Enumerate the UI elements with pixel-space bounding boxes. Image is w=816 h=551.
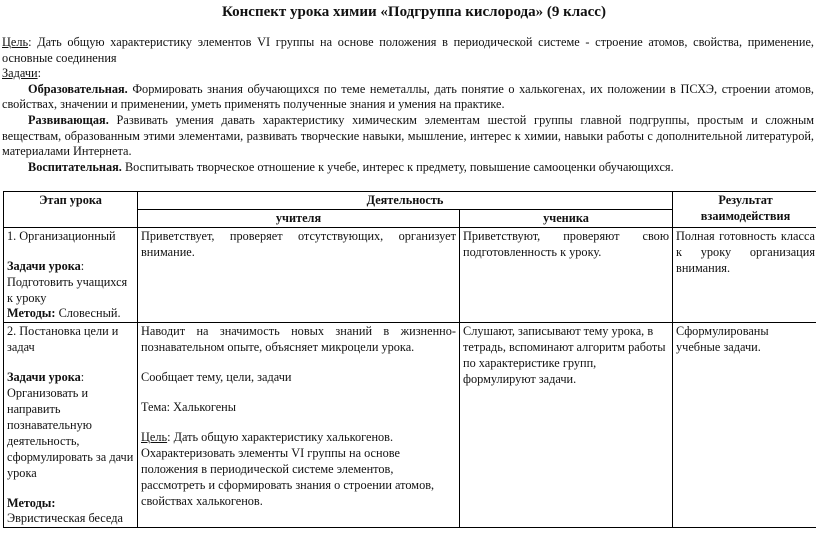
table-row xyxy=(4,227,816,323)
goal-text: : Дать общую характеристику элементов VI группы на основе положения в периодической системе - строение атомов, свойства, применение, основные соединения xyxy=(2,35,814,65)
row1-tasks-text: Подготовить учащихся к уроку xyxy=(7,274,128,305)
row2-teacher-p2: Сообщает тему, цели, задачи xyxy=(141,370,292,385)
task-upbringing-text: Воспитывать творческое отношение к учебе, интерес к предмету, повышение самооценки обучающихся. xyxy=(121,159,674,174)
header-teacher: учителя xyxy=(138,209,460,227)
row1-stage-cell: 1. Организационный Задачи урока: Подготовить учащихся к уроку Методы: Словесный. xyxy=(4,227,138,323)
row1-result: Полная готовность класса к уроку организация внимания. xyxy=(673,227,816,323)
row1-student: Приветствуют, проверяют свою подготовленность к уроку. xyxy=(460,227,673,323)
row2-teacher-p3: Тема: Халькогены xyxy=(141,400,237,415)
header-stage: Этап урока xyxy=(4,192,138,228)
row2-result: Сформулированы учебные задачи. xyxy=(673,323,816,528)
task-educational xyxy=(2,82,814,113)
goal-label: Цель xyxy=(2,35,29,49)
table-row xyxy=(4,323,816,528)
tasks-label: Задачи xyxy=(2,66,38,81)
task-developmental-head: Развивающая. xyxy=(28,112,109,127)
task-developmental xyxy=(2,113,814,160)
header-result: Результат взаимодействия xyxy=(673,192,816,228)
row2-teacher-goal-text: : Дать общую характеристику халькогенов. Охарактеризовать элементы VI группы на основе положения в периодической системе элементов, рассмотреть и сформировать знания о строении атомов, свойствах халькогенов. xyxy=(141,429,435,508)
row2-stage: 2. Постановка цели и задач xyxy=(7,324,119,355)
intro-section xyxy=(2,35,816,175)
row1-teacher: Приветствует, проверяет отсутствующих, организует внимание. xyxy=(138,227,460,323)
task-educational-head: Образовательная. xyxy=(28,81,128,96)
header-activity: Деятельность xyxy=(138,192,673,210)
row1-tasks-label: Задачи урока xyxy=(7,258,81,273)
row2-methods-text: Эвристическая беседа xyxy=(7,511,123,526)
task-upbringing xyxy=(2,160,814,176)
row2-student: Слушают, записывают тему урока, в тетрадь, вспоминают алгоритм работы по характеристике групп, формулируют задачи. xyxy=(460,323,673,528)
header-student: ученика xyxy=(460,209,673,227)
row1-methods-text: Словесный. xyxy=(55,306,121,321)
row2-tasks-label: Задачи урока xyxy=(7,370,81,385)
task-developmental-text: Развивать умения давать характеристику химическим элементам шестой группы главной подгруппы, простым и сложным веществам, образованным этими элементами, развивать творческие навыки, мышление, интерес к химии, навыки работы с дополнительной литературой, материалами Интернета. xyxy=(2,112,814,159)
goal-paragraph xyxy=(2,35,814,66)
row1-stage: 1. Организационный xyxy=(7,228,116,243)
page-title: Конспект урока химии «Подгруппа кислорода» (9 класс) xyxy=(222,4,606,20)
row2-methods-label: Методы: xyxy=(7,495,56,510)
task-educational-text: Формировать знания обучающихся по теме неметаллы, дать понятие о халькогенах, их положении в ПСХЭ, строении атомов, свойствах, значении и применении, уметь применять полученные знания и умения на практике. xyxy=(2,81,814,112)
row2-teacher-p1: Наводит на значимость новых знаний в жизненно-познавательном опыте, объясняет микроцели урока. xyxy=(141,324,456,355)
row2-teacher-cell xyxy=(138,323,460,528)
tasks-heading: Задачи: xyxy=(2,66,42,81)
task-upbringing-head: Воспитательная. xyxy=(28,159,122,174)
row1-methods-label: Методы: xyxy=(7,306,56,321)
row2-tasks-text: Организовать и направить познавательную деятельность, сформулировать за дачи урока xyxy=(7,386,134,480)
row2-teacher-goal-label: Цель xyxy=(141,429,168,444)
row2-stage-cell: 2. Постановка цели и задач Задачи урока: Организовать и направить познавательную деятельность, сформулировать за дачи урока Методы: Эвристическая беседа xyxy=(4,323,138,528)
lesson-table xyxy=(3,191,816,528)
table-header-row xyxy=(4,192,816,210)
